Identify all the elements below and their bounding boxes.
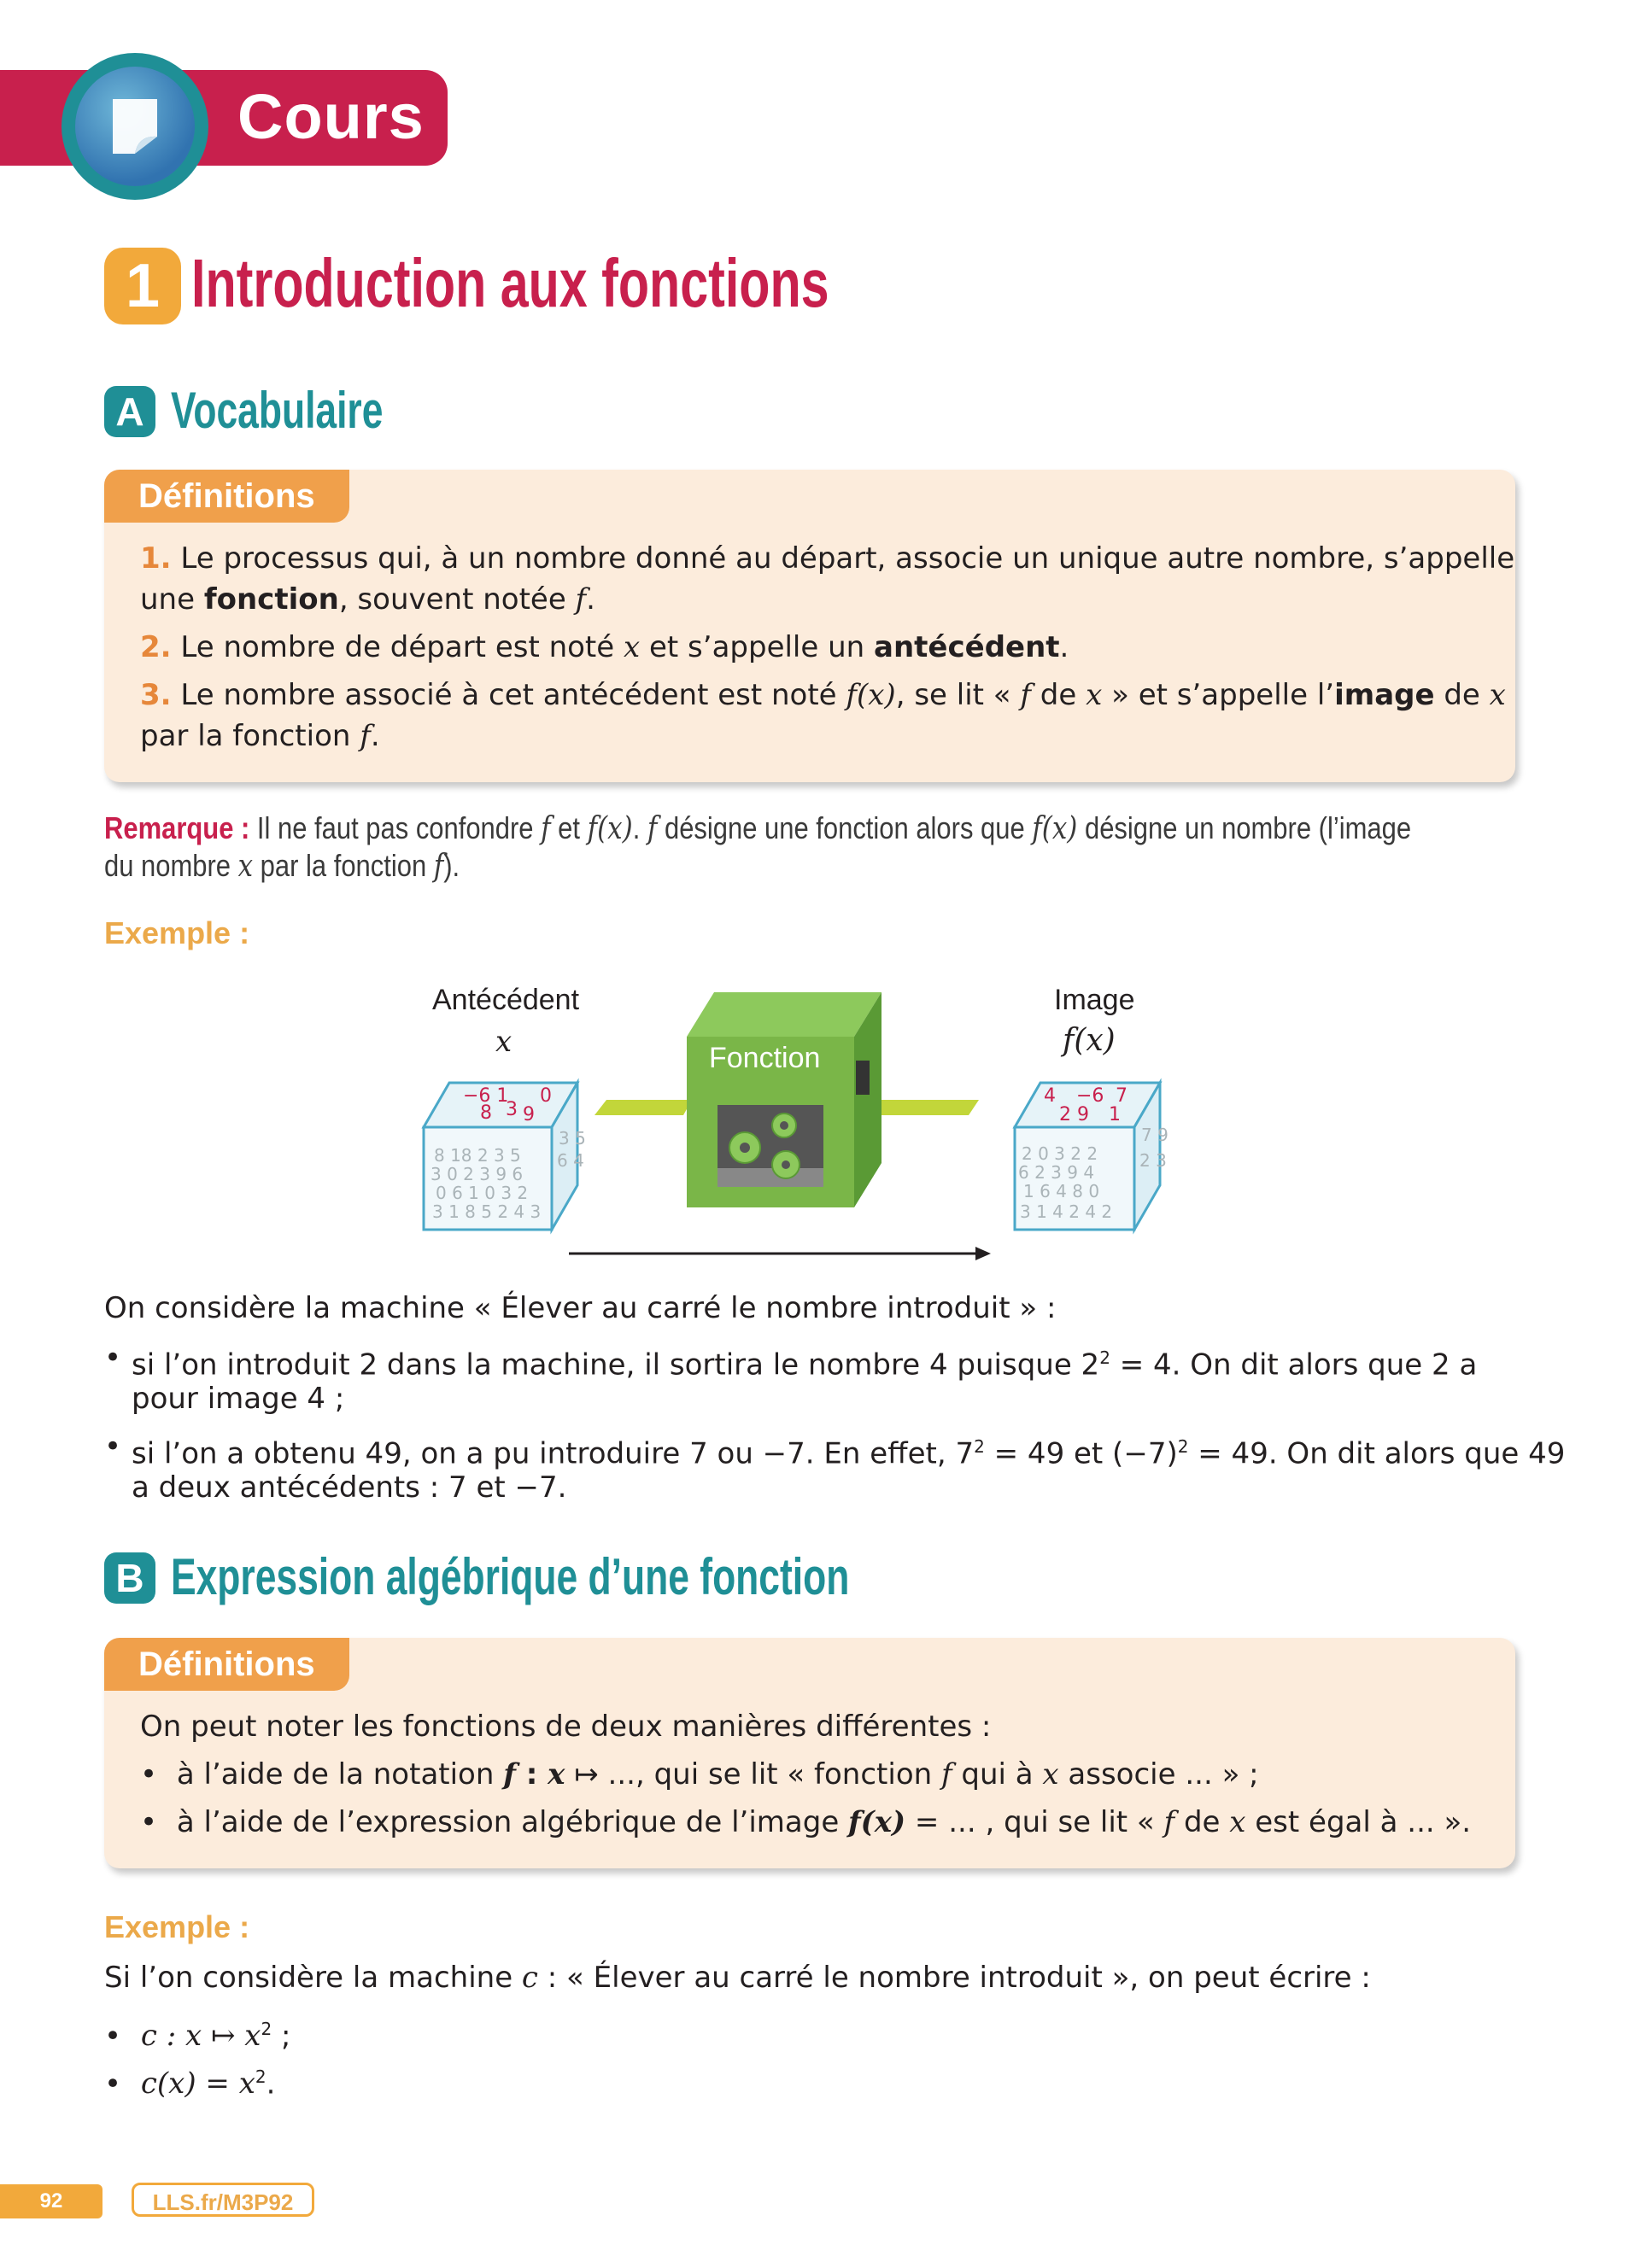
svg-text:3 1 4 2 4 2: 3 1 4 2 4 2	[1020, 1201, 1113, 1222]
svg-text:0: 0	[540, 1085, 552, 1107]
svg-text:1: 1	[1109, 1104, 1121, 1125]
svg-text:7: 7	[1116, 1085, 1128, 1107]
definition-item-3: 3. Le nombre associé à cet antécédent est noté f(x), se lit « f de x » et s’appelle l’image de x	[140, 678, 1506, 712]
svg-text:6 4: 6 4	[557, 1150, 584, 1171]
example-2-intro: Si l’on considère la machine c : « Élever au carré le nombre introduit », on peut écrire :	[104, 1961, 1371, 1995]
example-bullet-2: • si l’on a obtenu 49, on a pu introduire 7 ou −7. En effet, $7^2 = 49$ et $(-7)^2 = 49$. On dit alors que 49	[104, 1429, 1566, 1471]
svg-text:2 3: 2 3	[1139, 1150, 1167, 1171]
page-number: 92	[0, 2184, 102, 2218]
svg-text:4: 4	[1044, 1085, 1056, 1107]
svg-text:6 2 3 9 4: 6 2 3 9 4	[1018, 1162, 1095, 1183]
svg-text:8 18 2 3 5: 8 18 2 3 5	[434, 1145, 521, 1166]
subsection-b-title: Expression algébrique d’une fonction	[171, 1548, 850, 1605]
function-machine-illustration	[401, 973, 1170, 1264]
antecedent-label: Antécédent	[432, 984, 580, 1016]
svg-text:3 5: 3 5	[559, 1128, 586, 1149]
machine-label: Fonction	[709, 1042, 821, 1074]
definition-label-2: Définitions	[104, 1638, 349, 1691]
definition-2-bullet-2: • à l’aide de l’expression algébrique de l’image f(x) = ... , qui se lit « f de x est égal à ... ».	[140, 1805, 1472, 1839]
header-title: Cours	[237, 81, 425, 152]
section-number: 1	[104, 248, 181, 324]
definition-2-intro: On peut noter les fonctions de deux manières différentes :	[140, 1710, 992, 1744]
example-bullet-2-cont: a deux antécédents : 7 et −7.	[132, 1470, 567, 1505]
definition-item-1: 1. Le processus qui, à un nombre donné au départ, associe un unique autre nombre, s’appelle	[140, 541, 1515, 576]
antecedent-var: x	[495, 1025, 512, 1059]
example-2-label: Exemple :	[104, 1909, 250, 1944]
remark-cont: du nombre x par la fonction f).	[104, 848, 460, 884]
svg-text:−6: −6	[1076, 1085, 1104, 1107]
resource-link[interactable]: LLS.fr/M3P92	[132, 2183, 314, 2217]
svg-text:9: 9	[523, 1104, 535, 1125]
remark: Remarque : Il ne faut pas confondre f et f(x). f désigne une fonction alors que f(x) désigne un nombre (l’image	[104, 810, 1412, 846]
definition-item-3-cont: par la fonction f.	[140, 719, 380, 753]
image-label: Image	[1054, 984, 1135, 1016]
example-label: Exemple :	[104, 915, 250, 950]
example-bullet-1: • si l’on introduit 2 dans la machine, il sortira le nombre 4 puisque $2^2 = 4$. On dit alors que 2 a	[104, 1341, 1478, 1382]
definition-item-2: 2. Le nombre de départ est noté x et s’appelle un antécédent.	[140, 630, 1069, 664]
svg-text:8: 8	[480, 1102, 492, 1124]
image-var: f(x)	[1063, 1023, 1116, 1058]
svg-text:−6 1: −6 1	[463, 1085, 509, 1107]
svg-text:1 6 4 8 0: 1 6 4 8 0	[1023, 1181, 1100, 1201]
svg-text:3: 3	[506, 1099, 518, 1120]
definition-item-1-cont: une fonction, souvent notée f.	[140, 582, 595, 617]
definition-2-bullet-1: • à l’aide de la notation f : x ↦ ..., qui se lit « fonction f qui à x associe ... » ;	[140, 1757, 1259, 1792]
subsection-b-badge: B	[104, 1552, 155, 1604]
example-2-bullet-1: • c : x ↦ $x^2$ ;	[104, 2019, 291, 2054]
section-title: Introduction aux fonctions	[191, 245, 829, 321]
svg-text:3 0 2 3 9 6: 3 0 2 3 9 6	[430, 1164, 524, 1184]
svg-text:3 1 8 5 2 4 3: 3 1 8 5 2 4 3	[432, 1201, 542, 1222]
svg-text:2 9: 2 9	[1059, 1104, 1089, 1125]
svg-text:7 9: 7 9	[1141, 1125, 1168, 1145]
svg-text:2 0 3 2 2: 2 0 3 2 2	[1022, 1143, 1098, 1164]
document-icon	[75, 67, 195, 186]
example-bullet-1-cont: pour image 4 ;	[132, 1382, 345, 1416]
definition-label: Définitions	[104, 470, 349, 523]
subsection-a-badge: A	[104, 386, 155, 437]
svg-text:0 6 1 0 3 2: 0 6 1 0 3 2	[436, 1183, 529, 1203]
example-2-bullet-2: • $c(x) = x^2$.	[104, 2066, 276, 2101]
example-intro: On considère la machine « Élever au carré le nombre introduit » :	[104, 1291, 1057, 1325]
subsection-a-title: Vocabulaire	[171, 382, 384, 439]
